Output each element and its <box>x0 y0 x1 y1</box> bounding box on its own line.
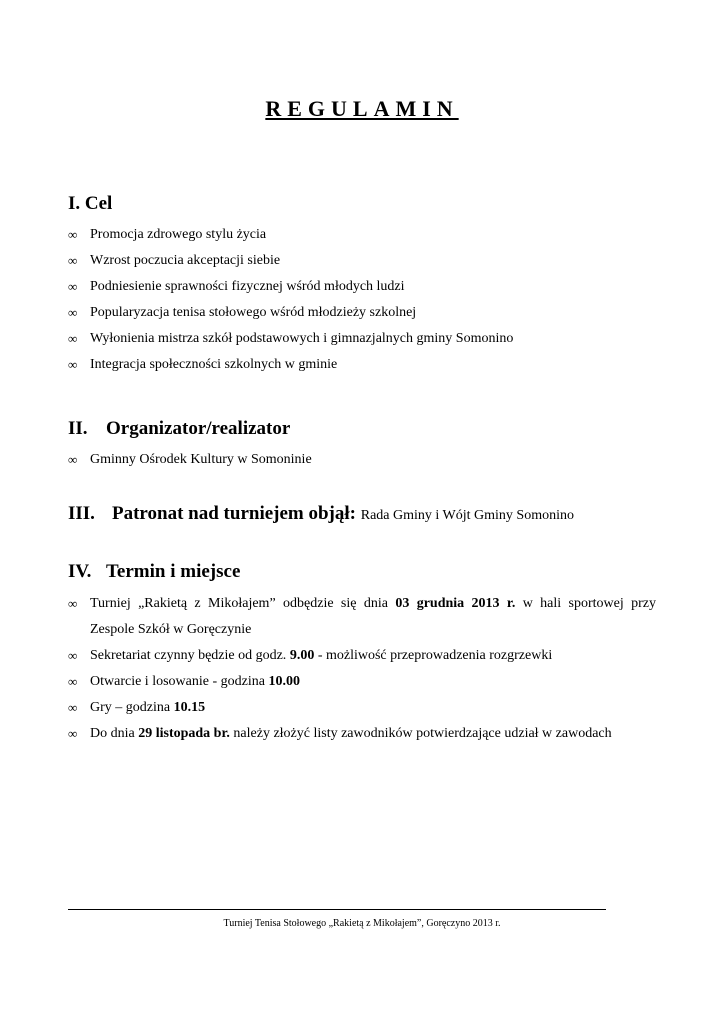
section-3-heading: III. Patronat nad turniejem objął: Rada Gminy i Wójt Gminy Somonino <box>68 503 574 524</box>
footer-divider <box>68 909 606 910</box>
infinity-bullet-icon: ∞ <box>68 279 78 294</box>
section-4-list <box>68 591 656 747</box>
section-2-list <box>68 447 656 473</box>
section-1-heading: I. Cel <box>68 193 113 214</box>
list-item: ∞ Popularyzacja tenisa stołowego wśród młodzieży szkolnej <box>68 300 656 326</box>
document-title: REGULAMIN <box>265 96 459 121</box>
list-item: ∞ Gry – godzina 10.15 <box>68 695 656 721</box>
list-item: ∞ Sekretariat czynny będzie od godz. 9.00 - możliwość przeprowadzenia rozgrzewki <box>68 643 656 669</box>
infinity-bullet-icon: ∞ <box>68 357 78 372</box>
infinity-bullet-icon: ∞ <box>68 674 78 689</box>
infinity-bullet-icon: ∞ <box>68 726 78 741</box>
page-footer: Turniej Tenisa Stołowego „Rakietą z Mikołajem”, Goręczyno 2013 r. <box>223 918 501 929</box>
infinity-bullet-icon: ∞ <box>68 305 78 320</box>
infinity-bullet-icon: ∞ <box>68 648 78 663</box>
section-1-list <box>68 222 656 378</box>
list-item: ∞ Podniesienie sprawności fizycznej wśród młodych ludzi <box>68 274 656 300</box>
list-item: ∞ Otwarcie i losowanie - godzina 10.00 <box>68 669 656 695</box>
infinity-bullet-icon: ∞ <box>68 227 78 242</box>
patronage-value: Rada Gminy i Wójt Gminy Somonino <box>360 508 574 523</box>
list-item: ∞ Do dnia 29 listopada br. należy złożyć listy zawodników potwierdzające udział w zawodach <box>68 721 656 747</box>
list-item: ∞ Wzrost poczucia akceptacji siebie <box>68 248 656 274</box>
list-item: ∞ Gminny Ośrodek Kultury w Somoninie <box>68 447 656 473</box>
list-item: ∞ Wyłonienia mistrza szkół podstawowych i gimnazjalnych gminy Somonino <box>68 326 656 352</box>
infinity-bullet-icon: ∞ <box>68 452 78 467</box>
infinity-bullet-icon: ∞ <box>68 253 78 268</box>
list-item: ∞ Turniej „Rakietą z Mikołajem” odbędzie się dnia 03 grudnia 2013 r. w hali sportowej przy Zespole Szkół w Goręczynie <box>68 591 656 643</box>
infinity-bullet-icon: ∞ <box>68 596 78 611</box>
infinity-bullet-icon: ∞ <box>68 331 78 346</box>
list-item: ∞ Promocja zdrowego stylu życia <box>68 222 656 248</box>
section-2-heading: II. Organizator/realizator <box>68 418 291 439</box>
section-4-heading: IV. Termin i miejsce <box>68 561 241 582</box>
list-item: ∞ Integracja społeczności szkolnych w gminie <box>68 352 656 378</box>
infinity-bullet-icon: ∞ <box>68 700 78 715</box>
